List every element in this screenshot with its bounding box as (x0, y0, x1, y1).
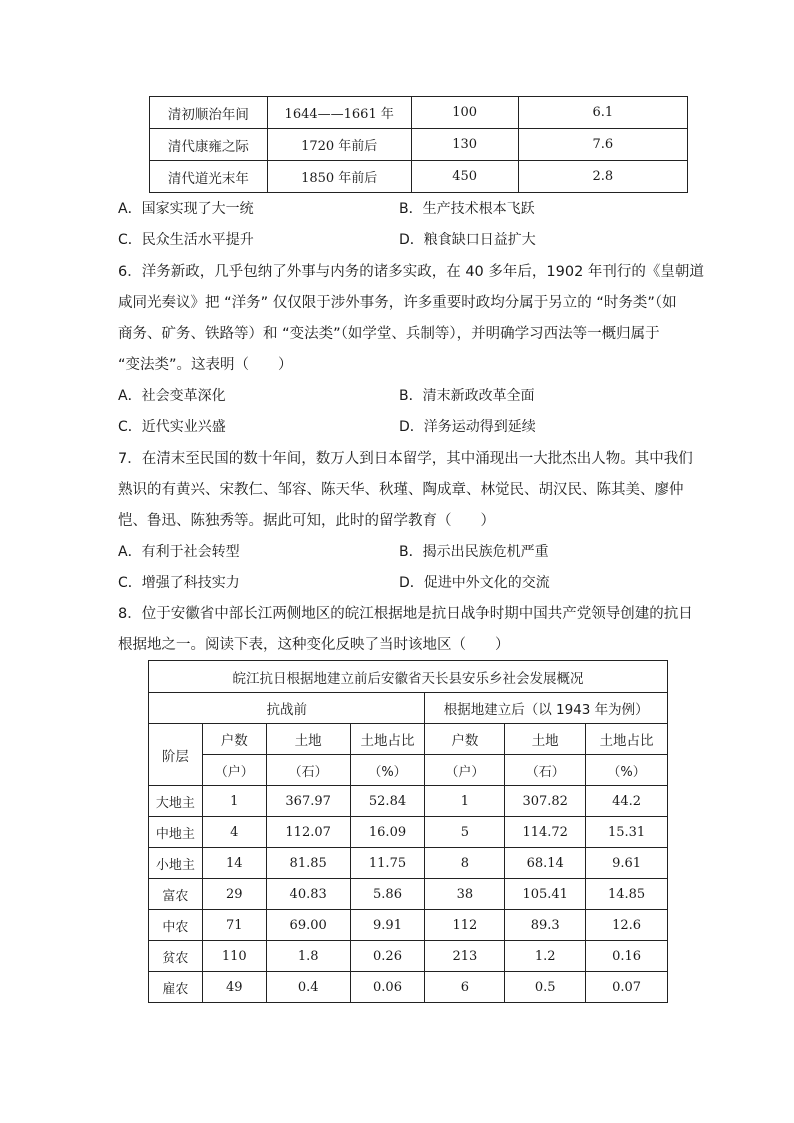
value-cell: 15.31 (586, 817, 668, 848)
table-row (149, 972, 668, 1003)
value-cell: 6 (425, 972, 505, 1003)
value-cell: 14.85 (586, 879, 668, 910)
q7-option-b[interactable]: B．揭示出民族危机严重 (399, 544, 549, 560)
q6-stem-line: 6．洋务新政，几乎包纳了外事与内务的诸多实政，在 40 多年后，1902 年刊行的《皇朝道 (118, 264, 704, 280)
column-header-households: 户数 (202, 724, 266, 755)
value-cell: 5 (425, 817, 505, 848)
value-cell: 1.2 (505, 941, 586, 972)
column-header-land: 土地 (505, 724, 586, 755)
value-cell: 130 (411, 129, 518, 161)
value-cell: 69.00 (266, 910, 350, 941)
value-cell: 112 (425, 910, 505, 941)
value-cell: 44.2 (586, 786, 668, 817)
value-cell: 307.82 (505, 786, 586, 817)
q6-option-b[interactable]: B．清末新政改革全面 (399, 388, 535, 404)
value-cell: 38 (425, 879, 505, 910)
value-cell: 29 (202, 879, 266, 910)
period-cell: 清代道光末年 (150, 161, 268, 193)
q7-stem-line: 熟识的有黄兴、宋教仁、邹容、陈天华、秋瑾、陶成章、林觉民、胡汉民、陈其美、廖仲 (118, 482, 684, 498)
period-cell: 清初顺治年间 (150, 97, 268, 129)
value-cell: 89.3 (505, 910, 586, 941)
q8-stem-line: 根据地之一。阅读下表，这种变化反映了当时该地区（ ） (118, 637, 510, 653)
table-row (149, 879, 668, 910)
q7-option-a[interactable]: A．有利于社会转型 (118, 544, 240, 560)
table-row (149, 848, 668, 879)
value-cell: 367.97 (266, 786, 350, 817)
value-cell: 5.86 (350, 879, 425, 910)
value-cell: 6.1 (518, 97, 687, 129)
unit-households: （户） (425, 755, 505, 786)
unit-land: （石） (505, 755, 586, 786)
column-header-land: 土地 (266, 724, 350, 755)
value-cell: 0.07 (586, 972, 668, 1003)
level-cell: 中地主 (149, 817, 203, 848)
value-cell: 40.83 (266, 879, 350, 910)
table-row (149, 941, 668, 972)
table-row (149, 786, 668, 817)
value-cell: 7.6 (518, 129, 687, 161)
value-cell: 9.91 (350, 910, 425, 941)
table-row (149, 817, 668, 848)
column-header-households: 户数 (425, 724, 505, 755)
value-cell: 68.14 (505, 848, 586, 879)
q6-option-a[interactable]: A．社会变革深化 (118, 388, 226, 404)
value-cell: 81.85 (266, 848, 350, 879)
q6-stem-line: “变法类”。这表明（ ） (118, 357, 293, 373)
value-cell: 0.16 (586, 941, 668, 972)
value-cell: 0.06 (350, 972, 425, 1003)
q5-option-a[interactable]: A．国家实现了大一统 (118, 201, 254, 217)
group-header-before: 抗战前 (149, 693, 425, 724)
value-cell: 16.09 (350, 817, 425, 848)
table-header-row (149, 724, 668, 755)
table-row (149, 910, 668, 941)
value-cell: 2.8 (518, 161, 687, 193)
q7-stem-line: 7．在清末至民国的数十年间，数万人到日本留学，其中涌现出一大批杰出人物。其中我们 (118, 451, 693, 467)
value-cell: 110 (202, 941, 266, 972)
year-cell: 1850 年前后 (267, 161, 411, 193)
grain-table (149, 96, 688, 193)
period-cell: 清代康雍之际 (150, 129, 268, 161)
q6-stem-line: 商务、矿务、铁路等）和 “变法类”（如学堂、兵制等），并明确学习西法等一概归属于 (118, 326, 660, 342)
q7-option-c[interactable]: C．增强了科技实力 (118, 575, 240, 591)
q5-option-c[interactable]: C．民众生活水平提升 (118, 232, 254, 248)
value-cell: 105.41 (505, 879, 586, 910)
table-row (150, 161, 688, 193)
value-cell: 1 (202, 786, 266, 817)
table-unit-row (149, 755, 668, 786)
table-row (150, 97, 688, 129)
table-title: 皖江抗日根据地建立前后安徽省天长县安乐乡社会发展概况 (149, 661, 668, 693)
value-cell: 1.8 (266, 941, 350, 972)
unit-households: （户） (202, 755, 266, 786)
level-cell: 富农 (149, 879, 203, 910)
unit-share: （%） (586, 755, 668, 786)
year-cell: 1644——1661 年 (267, 97, 411, 129)
level-cell: 大地主 (149, 786, 203, 817)
q6-option-c[interactable]: C．近代实业兴盛 (118, 419, 226, 435)
value-cell: 52.84 (350, 786, 425, 817)
q5-option-b[interactable]: B．生产技术根本飞跃 (399, 201, 535, 217)
value-cell: 49 (202, 972, 266, 1003)
q7-stem-line: 恺、鲁迅、陈独秀等。据此可知，此时的留学教育（ ） (118, 513, 495, 529)
value-cell: 1 (425, 786, 505, 817)
q5-option-d[interactable]: D．粮食缺口日益扩大 (399, 232, 536, 248)
unit-land: （石） (266, 755, 350, 786)
value-cell: 14 (202, 848, 266, 879)
land-distribution-table (148, 660, 668, 1003)
value-cell: 0.26 (350, 941, 425, 972)
level-cell: 小地主 (149, 848, 203, 879)
value-cell: 100 (411, 97, 518, 129)
q8-stem-line: 8．位于安徽省中部长江两侧地区的皖江根据地是抗日战争时期中国共产党领导创建的抗日 (118, 606, 693, 622)
value-cell: 71 (202, 910, 266, 941)
level-cell: 贫农 (149, 941, 203, 972)
q6-option-d[interactable]: D．洋务运动得到延续 (399, 419, 536, 435)
value-cell: 9.61 (586, 848, 668, 879)
value-cell: 0.5 (505, 972, 586, 1003)
value-cell: 12.6 (586, 910, 668, 941)
value-cell: 8 (425, 848, 505, 879)
table-row (150, 129, 688, 161)
year-cell: 1720 年前后 (267, 129, 411, 161)
group-header-after: 根据地建立后（以 1943 年为例） (425, 693, 668, 724)
value-cell: 114.72 (505, 817, 586, 848)
table-title-row (149, 661, 668, 693)
value-cell: 112.07 (266, 817, 350, 848)
unit-share: （%） (350, 755, 425, 786)
q6-stem-line: 咸同光奏议》把 “洋务” 仅仅限于涉外事务，许多重要时政均分属于另立的 “时务类”（如 (118, 295, 677, 311)
column-header-share: 土地占比 (350, 724, 425, 755)
q7-option-d[interactable]: D．促进中外文化的交流 (399, 575, 550, 591)
column-header-share: 土地占比 (586, 724, 668, 755)
value-cell: 4 (202, 817, 266, 848)
value-cell: 11.75 (350, 848, 425, 879)
value-cell: 450 (411, 161, 518, 193)
table-group-header-row (149, 693, 668, 724)
level-cell: 雇农 (149, 972, 203, 1003)
value-cell: 213 (425, 941, 505, 972)
column-header-level: 阶层 (149, 724, 203, 786)
level-cell: 中农 (149, 910, 203, 941)
value-cell: 0.4 (266, 972, 350, 1003)
